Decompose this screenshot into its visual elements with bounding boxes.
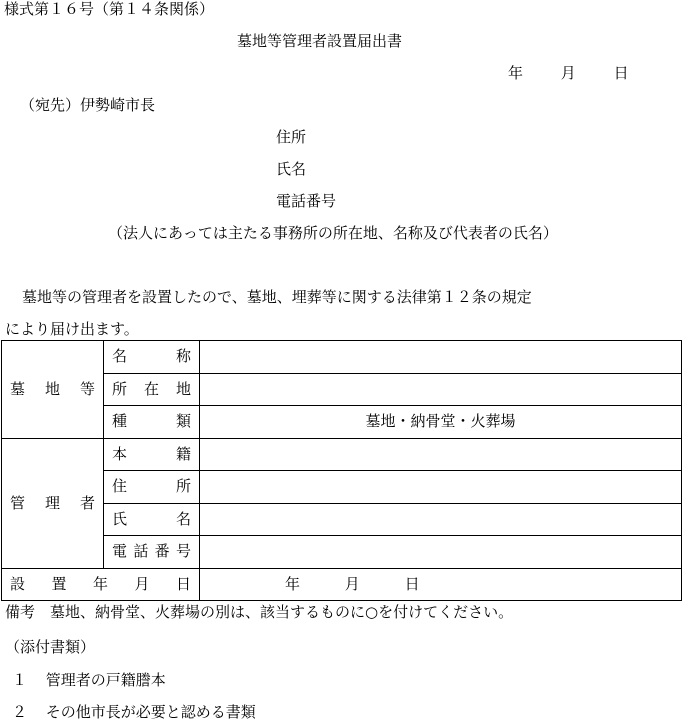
applicant-name-label: 氏名 bbox=[276, 160, 307, 178]
cemetery-type-label: 種 類 bbox=[104, 406, 200, 439]
installation-date-month: 月 bbox=[344, 574, 360, 593]
manager-phone-field[interactable] bbox=[200, 536, 682, 569]
form-number: 様式第１６号（第１４条関係） bbox=[4, 0, 215, 18]
attachment-item-1-number: １ bbox=[12, 671, 28, 689]
corporation-note: （法人にあっては主たる事務所の所在地、名称及び代表者の氏名） bbox=[108, 224, 558, 242]
body-line-2: により届け出ます。 bbox=[5, 320, 139, 338]
cemetery-location-label: 所 在 地 bbox=[104, 373, 200, 406]
row-manager-phone bbox=[2, 536, 682, 569]
body-line-1: 墓地等の管理者を設置したので、墓地、埋葬等に関する法律第１２条の規定 bbox=[22, 288, 532, 306]
addressee: （宛先）伊勢崎市長 bbox=[20, 96, 156, 114]
manager-domicile-label: 本 籍 bbox=[104, 438, 200, 471]
row-cemetery-type bbox=[2, 406, 682, 439]
header-date-day: 日 bbox=[613, 64, 629, 82]
applicant-phone-label: 電話番号 bbox=[276, 192, 337, 210]
attachment-item-2-text: その他市長が必要と認める書類 bbox=[45, 703, 256, 721]
document-title: 墓地等管理者設置届出書 bbox=[237, 32, 403, 50]
attachment-item-1-text: 管理者の戸籍謄本 bbox=[45, 671, 166, 689]
attachments-heading: （添付書類） bbox=[5, 638, 96, 656]
installation-date-day: 日 bbox=[404, 574, 420, 593]
row-manager-domicile bbox=[2, 438, 682, 471]
attachment-item-2 bbox=[12, 705, 256, 720]
manager-address-field[interactable] bbox=[200, 471, 682, 504]
manager-domicile-field[interactable] bbox=[200, 438, 682, 471]
manager-name-field[interactable] bbox=[200, 503, 682, 536]
manager-phone-label: 電 話 番 号 bbox=[104, 536, 200, 569]
header-date-month: 月 bbox=[560, 64, 576, 82]
cemetery-name-label: 名 称 bbox=[104, 341, 200, 374]
cemetery-group-label: 墓 地 等 bbox=[2, 341, 104, 439]
attachment-item-2-number: ２ bbox=[12, 703, 28, 721]
row-installation-date bbox=[2, 568, 682, 601]
manager-address-label: 住 所 bbox=[104, 471, 200, 504]
installation-date-label: 設 置 年 月 日 bbox=[2, 568, 200, 601]
attachment-item-1 bbox=[12, 673, 166, 688]
cemetery-location-field[interactable] bbox=[200, 373, 682, 406]
cemetery-name-field[interactable] bbox=[200, 341, 682, 374]
header-date-year: 年 bbox=[508, 64, 524, 82]
row-cemetery-location bbox=[2, 373, 682, 406]
row-manager-address bbox=[2, 471, 682, 504]
manager-group-label: 管 理 者 bbox=[2, 438, 104, 568]
cemetery-type-options[interactable]: 墓地・納骨堂・火葬場 bbox=[200, 406, 682, 439]
row-manager-name bbox=[2, 503, 682, 536]
cemetery-manager-table bbox=[1, 340, 682, 601]
installation-date-field[interactable] bbox=[200, 568, 682, 601]
row-cemetery-name bbox=[2, 341, 682, 374]
header-date bbox=[508, 66, 629, 81]
installation-date-year: 年 bbox=[285, 574, 301, 593]
applicant-address-label: 住所 bbox=[276, 128, 307, 146]
manager-name-label: 氏 名 bbox=[104, 503, 200, 536]
remark-note: 備考 墓地、納骨堂、火葬場の別は、該当するものに○を付けてください。 bbox=[5, 603, 514, 621]
